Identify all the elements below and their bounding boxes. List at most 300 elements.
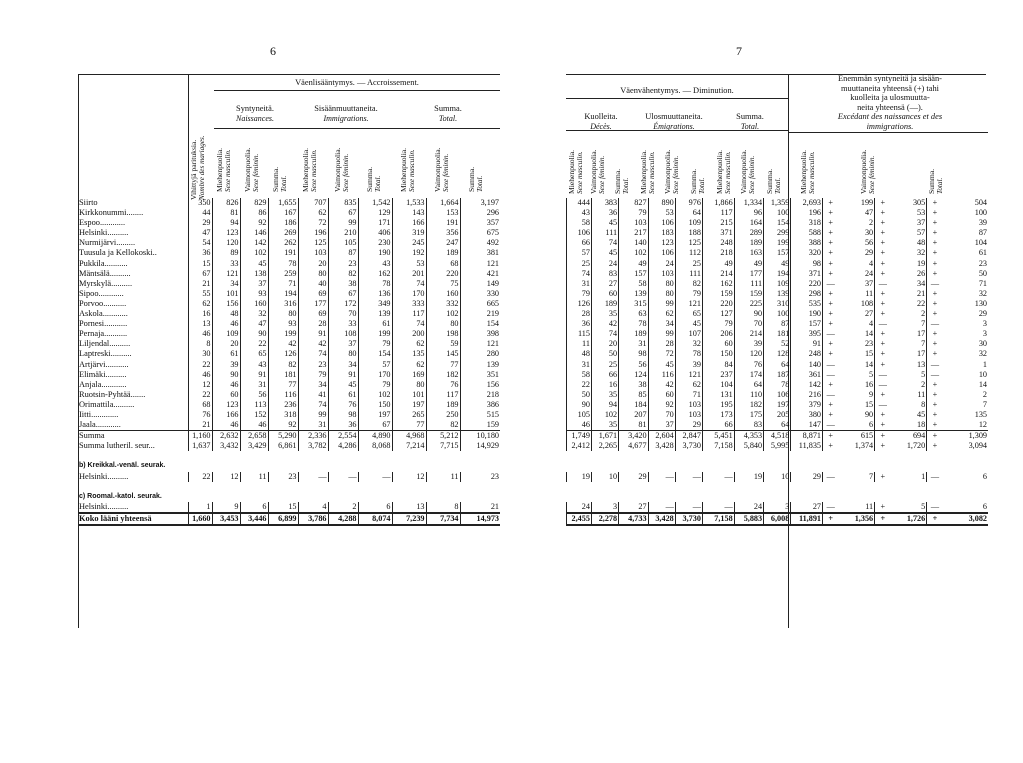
cell-value: 62 — [188, 299, 212, 309]
cell-value: 66 — [591, 370, 618, 380]
cell-value: 1,726 — [890, 513, 926, 525]
cell-value: 535 — [791, 299, 823, 309]
cell-value: — — [675, 472, 702, 482]
cell-value: 43 — [240, 360, 268, 370]
cell-value: — — [875, 370, 891, 380]
cell-value: 388 — [791, 238, 823, 248]
table-row — [567, 380, 989, 390]
cell-value: + — [927, 309, 943, 319]
cell-value: 6,008 — [764, 513, 791, 525]
cell-value: 121 — [675, 370, 702, 380]
excess-col-male: Miehenpuolia. Sexe masculin. — [799, 149, 816, 194]
cell-value: 128 — [764, 349, 791, 359]
cell-value: 219 — [460, 309, 500, 319]
cell-value: 24 — [864, 268, 874, 278]
cell-value: + — [927, 390, 943, 400]
row-label: Anjala............ — [79, 379, 127, 389]
cell-value: 140 — [791, 360, 823, 370]
table-row — [78, 513, 500, 525]
cell-value: 1 — [982, 359, 987, 369]
cell-value: 15 — [268, 502, 298, 513]
cell-value: 191 — [426, 218, 460, 228]
cell-value: 90 — [212, 370, 240, 380]
cell-value: 99 — [298, 410, 328, 420]
cell-value: 80 — [648, 279, 675, 289]
cell-value: 195 — [702, 400, 734, 410]
cell-value: — — [823, 390, 839, 400]
table-row — [78, 238, 500, 248]
table-row — [567, 339, 989, 349]
cell-value: 381 — [460, 248, 500, 258]
cell-value: 23 — [460, 472, 500, 482]
cell-value: 82 — [675, 279, 702, 289]
cell-value: + — [823, 269, 839, 279]
cell-value: 46 — [212, 319, 240, 329]
cell-value: 189 — [591, 299, 618, 309]
accroissement-heading: Väenlisääntymys. — Accroissement. — [295, 78, 419, 87]
cell-value: 16 — [864, 379, 874, 389]
cell-value: 1,664 — [426, 198, 460, 208]
cell-value: 139 — [764, 289, 791, 299]
row-label: Helsinki.......... — [79, 501, 129, 511]
cell-value: 81 — [619, 420, 648, 431]
cell-value: 2 — [921, 309, 926, 319]
cell-value: 33 — [328, 319, 358, 329]
cell-value: 106 — [567, 228, 592, 238]
cell-value: 1,637 — [188, 441, 212, 451]
cell-value: 104 — [702, 380, 734, 390]
cell-value: 22 — [917, 298, 926, 308]
row-label: Siirto — [79, 198, 98, 207]
cell-value: 189 — [426, 248, 460, 258]
cell-value: 44 — [188, 208, 212, 218]
cell-value: 46 — [567, 420, 592, 431]
cell-value: 36 — [567, 319, 592, 329]
cell-value: 103 — [619, 218, 648, 228]
cell-value: 105 — [328, 238, 358, 248]
cell-value: 4,286 — [328, 441, 358, 451]
cell-value: + — [823, 410, 839, 420]
cell-value: 34 — [328, 360, 358, 370]
cell-value: 3 — [982, 329, 987, 339]
cell-value: 47 — [188, 228, 212, 238]
cell-value: 79 — [298, 370, 328, 380]
col-head-total: Summa. Total. — [365, 166, 382, 192]
cell-value: + — [927, 238, 943, 248]
cell-value: 157 — [791, 319, 823, 329]
cell-value: 39 — [212, 360, 240, 370]
cell-value: 4,288 — [328, 513, 358, 525]
cell-value: 1 — [188, 502, 212, 513]
cell-value: 2,658 — [240, 431, 268, 442]
row-label: Iitti............. — [79, 409, 119, 419]
cell-value: 45 — [240, 259, 268, 269]
cell-value: 42 — [648, 380, 675, 390]
cell-value: 61 — [328, 390, 358, 400]
cell-value: 120 — [734, 349, 763, 359]
cell-value: — — [823, 329, 839, 339]
cell-value: 4,733 — [619, 513, 648, 525]
table-row — [567, 502, 989, 513]
cell-value: 111 — [675, 269, 702, 279]
spacer — [78, 451, 500, 461]
cell-value: 149 — [460, 279, 500, 289]
cell-value: 45 — [591, 218, 618, 228]
cell-value: 207 — [619, 410, 648, 420]
cell-value: 215 — [702, 218, 734, 228]
cell-value: 1,542 — [358, 198, 392, 208]
cell-value: 1,866 — [702, 198, 734, 208]
row-label: Helsinki.......... — [79, 228, 129, 238]
cell-value: 98 — [328, 410, 358, 420]
cell-value: 34 — [212, 279, 240, 289]
cell-value: 154 — [460, 319, 500, 329]
section-row — [567, 461, 989, 471]
cell-value: 84 — [702, 360, 734, 370]
cell-value: 13 — [917, 359, 926, 369]
cell-value: 320 — [791, 248, 823, 258]
cell-value: 29 — [978, 309, 987, 319]
cell-value: 5,451 — [702, 431, 734, 442]
cell-value: 7,214 — [392, 441, 426, 451]
cell-value: 22 — [240, 339, 268, 349]
cell-value: 69 — [298, 289, 328, 299]
left-data-table — [78, 198, 500, 526]
cell-value: 20 — [212, 339, 240, 349]
cell-value: 45 — [648, 360, 675, 370]
cell-value: 62 — [392, 339, 426, 349]
cell-value: — — [648, 502, 675, 513]
cell-value: + — [823, 380, 839, 390]
cell-value: 77 — [268, 380, 298, 390]
cell-value: 38 — [328, 279, 358, 289]
cell-value: 29 — [675, 420, 702, 431]
cell-value: 94 — [212, 218, 240, 228]
cell-value: 16 — [591, 380, 618, 390]
cell-value: 70 — [328, 309, 358, 319]
cell-value: 2,336 — [298, 431, 328, 442]
cell-value: 102 — [619, 248, 648, 258]
cell-value: 139 — [358, 309, 392, 319]
cell-value: 205 — [764, 410, 791, 420]
cell-value: 11 — [426, 472, 460, 482]
cell-value: 8 — [188, 339, 212, 349]
cell-value: 319 — [392, 228, 426, 238]
spacer — [567, 461, 989, 471]
cell-value: 76 — [188, 410, 212, 420]
col-head-male: Miehenpuolia. Sexe masculin. — [715, 149, 732, 194]
section-row — [78, 451, 500, 461]
cell-value: 2,455 — [567, 513, 592, 525]
cell-value: 80 — [648, 289, 675, 299]
cell-value: 189 — [619, 329, 648, 339]
cell-value: 103 — [675, 410, 702, 420]
row-label: Pernaja........... — [79, 329, 128, 339]
cell-value: 78 — [268, 259, 298, 269]
cell-value: 2,847 — [675, 431, 702, 442]
cell-value: 12 — [212, 472, 240, 482]
cell-value: 42 — [268, 339, 298, 349]
cell-value: 159 — [734, 289, 763, 299]
cell-value: 126 — [567, 299, 592, 309]
cell-value: 42 — [298, 339, 328, 349]
table-row — [567, 279, 989, 289]
cell-value: 56 — [864, 238, 874, 248]
deaths-heading: Kuolleita. Décès. — [584, 112, 618, 131]
cell-value: 150 — [358, 400, 392, 410]
cell-value: 350 — [188, 198, 212, 208]
table-row — [567, 228, 989, 238]
cell-value: 504 — [974, 198, 987, 207]
cell-value: 4,353 — [734, 431, 763, 442]
left-page — [0, 0, 500, 763]
cell-value: — — [823, 370, 839, 380]
cell-value: 150 — [702, 349, 734, 359]
cell-value: 890 — [648, 198, 675, 208]
cell-value: 13 — [188, 319, 212, 329]
right-data-table — [566, 198, 988, 526]
cell-value: + — [823, 259, 839, 269]
cell-value: + — [823, 400, 839, 410]
cell-value: 333 — [392, 299, 426, 309]
cell-value: 57 — [917, 228, 926, 238]
cell-value: 265 — [392, 410, 426, 420]
page-number: 7 — [736, 44, 742, 58]
section-row — [567, 492, 989, 502]
cell-value: 18 — [917, 420, 926, 430]
row-label: Koko lääni yhteensä — [78, 513, 188, 525]
cell-value: — — [823, 472, 839, 482]
cell-value: 80 — [298, 269, 328, 279]
cell-value: 103 — [298, 248, 328, 258]
cell-value: + — [927, 228, 943, 238]
cell-value: + — [875, 208, 891, 218]
table-row — [78, 472, 500, 482]
cell-value: 371 — [702, 228, 734, 238]
table-row — [567, 441, 989, 451]
cell-value: 5,840 — [734, 441, 763, 451]
cell-value: 3,730 — [675, 513, 702, 525]
cell-value: + — [875, 390, 891, 400]
cell-value: 194 — [764, 269, 791, 279]
cell-value: 47 — [240, 319, 268, 329]
cell-value: — — [927, 370, 943, 380]
cell-value: 62 — [298, 208, 328, 218]
cell-value: 99 — [648, 329, 675, 339]
col-head-male: Miehenpuolia. Sexe masculin. — [215, 147, 232, 192]
cell-value: 40 — [298, 279, 328, 289]
table-row — [78, 329, 500, 339]
cell-value: + — [927, 339, 943, 349]
header-sub-rule — [566, 98, 788, 99]
cell-value: 318 — [791, 218, 823, 228]
cell-value: 102 — [358, 390, 392, 400]
cell-value: 349 — [358, 299, 392, 309]
cell-value: 2,412 — [567, 441, 592, 451]
cell-value: 170 — [358, 370, 392, 380]
cell-value: — — [823, 420, 839, 431]
group-rule — [214, 128, 500, 129]
cell-value: 3 — [764, 502, 791, 513]
cell-value: 109 — [212, 329, 240, 339]
cell-value: 61 — [212, 349, 240, 359]
cell-value: 37 — [917, 218, 926, 228]
cell-value: 220 — [791, 279, 823, 289]
cell-value: 190 — [358, 248, 392, 258]
cell-value: 1,356 — [838, 513, 874, 525]
cell-value: 61 — [978, 248, 987, 258]
cell-value: 5 — [921, 501, 926, 511]
cell-value: 90 — [864, 409, 874, 419]
cell-value: 147 — [791, 420, 823, 431]
cell-value: 1,655 — [268, 198, 298, 208]
cell-value: 7 — [921, 339, 926, 349]
cell-value: 42 — [591, 319, 618, 329]
cell-value: + — [823, 441, 839, 451]
cell-value: 92 — [648, 400, 675, 410]
excess-rule — [788, 132, 988, 133]
cell-value: 1,533 — [392, 198, 426, 208]
cell-value: 19 — [567, 472, 592, 482]
cell-value: — — [875, 380, 891, 390]
cell-value: 7 — [869, 471, 874, 481]
cell-value: 10,180 — [460, 431, 500, 442]
cell-value: 198 — [426, 329, 460, 339]
cell-value: 315 — [619, 299, 648, 309]
cell-value: 79 — [619, 208, 648, 218]
cell-value: 20 — [591, 339, 618, 349]
cell-value: 31 — [240, 380, 268, 390]
cell-value: 23 — [864, 339, 874, 349]
cell-value: 130 — [974, 298, 987, 308]
cell-value: 175 — [734, 410, 763, 420]
table-row — [78, 431, 500, 442]
cell-value: + — [875, 198, 891, 208]
cell-value: — — [702, 472, 734, 482]
cell-value: 85 — [619, 390, 648, 400]
cell-value: 156 — [212, 299, 240, 309]
cell-value: — — [823, 502, 839, 513]
cell-value: 379 — [791, 400, 823, 410]
cell-value: — — [823, 360, 839, 370]
table-row — [78, 279, 500, 289]
cell-value: 80 — [268, 309, 298, 319]
col-head-female: Vaimonpuolia. Sexe féminin. — [663, 149, 680, 194]
spacer — [78, 482, 500, 492]
cell-value: 107 — [675, 329, 702, 339]
cell-value: 34 — [648, 319, 675, 329]
cell-value: + — [927, 513, 943, 525]
cell-value: 99 — [648, 299, 675, 309]
cell-value: 29 — [864, 248, 874, 258]
cell-value: 77 — [426, 360, 460, 370]
cell-value: 83 — [591, 269, 618, 279]
cell-value: 71 — [675, 390, 702, 400]
cell-value: 2,604 — [648, 431, 675, 442]
cell-value: 74 — [567, 269, 592, 279]
cell-value: + — [927, 289, 943, 299]
cell-value: 361 — [791, 370, 823, 380]
cell-value: 24 — [734, 502, 763, 513]
cell-value: 14 — [864, 329, 874, 339]
cell-value: 121 — [460, 339, 500, 349]
cell-value: 46 — [188, 329, 212, 339]
cell-value: 116 — [648, 370, 675, 380]
table-row — [567, 420, 989, 431]
cell-value: 3,420 — [619, 431, 648, 442]
cell-value: 90 — [734, 309, 763, 319]
cell-value: 32 — [917, 248, 926, 258]
header-sub-rule — [214, 90, 500, 91]
cell-value: 356 — [426, 228, 460, 238]
cell-value: 5 — [921, 369, 926, 379]
cell-value: 163 — [734, 248, 763, 258]
cell-value: — — [927, 360, 943, 370]
cell-value: 12 — [978, 420, 987, 430]
table-row — [567, 360, 989, 370]
cell-value: 1,309 — [943, 431, 988, 442]
table-row — [78, 299, 500, 309]
cell-value: 187 — [764, 370, 791, 380]
cell-value: 138 — [240, 269, 268, 279]
cell-value: 8,074 — [358, 513, 392, 525]
cell-value: 22 — [188, 390, 212, 400]
cell-value: + — [875, 431, 891, 442]
cell-value: 102 — [426, 309, 460, 319]
table-row — [567, 329, 989, 339]
cell-value: 216 — [791, 390, 823, 400]
cell-value: 108 — [328, 329, 358, 339]
cell-value: 316 — [268, 299, 298, 309]
table-row — [78, 400, 500, 410]
cell-value: 74 — [392, 319, 426, 329]
cell-value: 103 — [648, 269, 675, 279]
cell-value: 65 — [675, 309, 702, 319]
cell-value: + — [927, 400, 943, 410]
cell-value: 191 — [268, 248, 298, 258]
cell-value: 67 — [358, 420, 392, 431]
cell-value: 3,432 — [212, 441, 240, 451]
cell-value: 34 — [917, 278, 926, 288]
cell-value: 7,734 — [426, 513, 460, 525]
table-row — [78, 360, 500, 370]
cell-value: 269 — [268, 228, 298, 238]
table-row — [78, 208, 500, 218]
cell-value: 30 — [188, 349, 212, 359]
cell-value: 32 — [978, 349, 987, 359]
cell-value: — — [927, 279, 943, 289]
cell-value: 79 — [675, 289, 702, 299]
cell-value: 17 — [917, 329, 926, 339]
cell-value: 30 — [864, 228, 874, 238]
cell-value: 74 — [591, 329, 618, 339]
section-row — [78, 492, 500, 502]
cell-value: 48 — [567, 349, 592, 359]
cell-value: 100 — [764, 208, 791, 218]
cell-value: 37 — [864, 278, 874, 288]
cell-value: 49 — [702, 259, 734, 269]
cell-value: 48 — [917, 238, 926, 248]
cell-value: 48 — [212, 309, 240, 319]
cell-value: 15 — [864, 349, 874, 359]
cell-value: 62 — [392, 360, 426, 370]
cell-value: 34 — [298, 380, 328, 390]
cell-value: 27 — [591, 279, 618, 289]
diminution-heading: Väenvähentymys. — Diminution. — [620, 86, 734, 95]
cell-value: 154 — [764, 218, 791, 228]
row-label: Tuusula ja Kellokoski.. — [79, 248, 157, 258]
cell-value: 45 — [328, 380, 358, 390]
